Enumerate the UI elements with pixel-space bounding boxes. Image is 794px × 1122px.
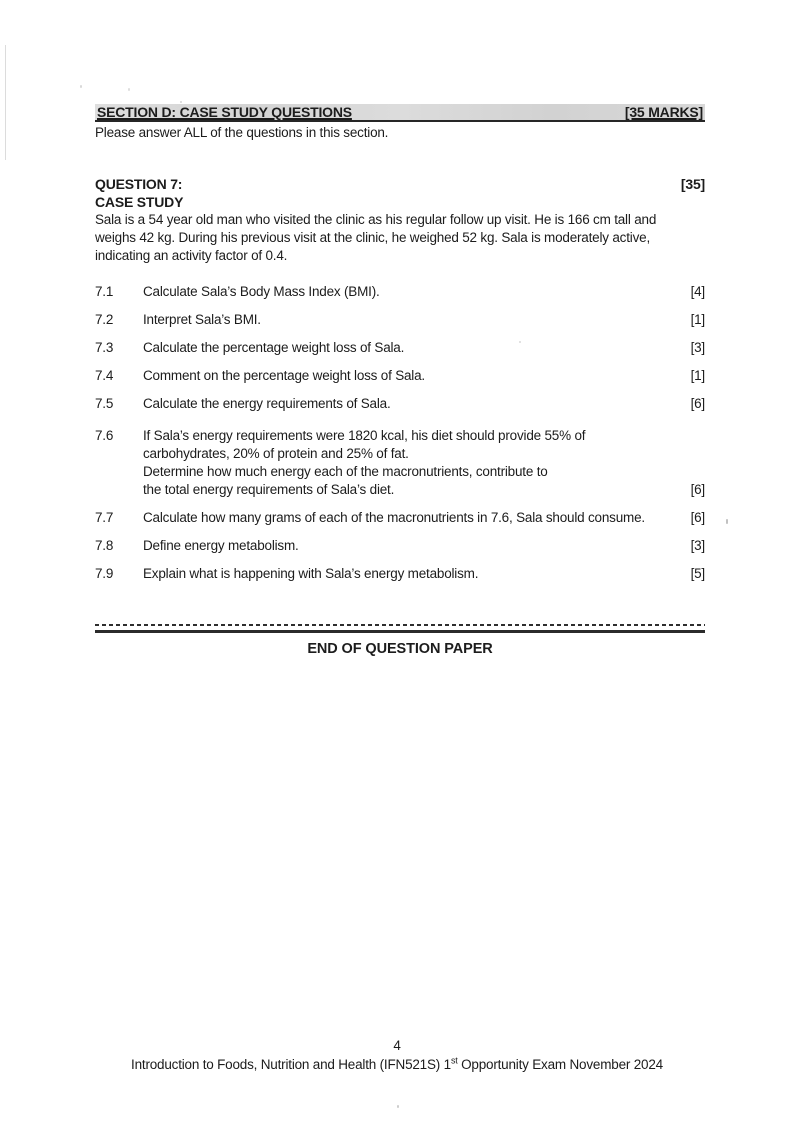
question-item-7-6: [95, 427, 705, 499]
question-text-line: the total energy requirements of Sala’s diet.: [143, 482, 395, 497]
section-instruction: Please answer ALL of the questions in this section.: [95, 125, 389, 140]
scan-artifact: [80, 85, 82, 88]
question-item-7-9: [95, 565, 705, 583]
question-number: 7.1: [95, 284, 114, 299]
question-text: Calculate the energy requirements of Sala.: [143, 396, 391, 411]
question-number: 7.7: [95, 510, 114, 525]
question-item-7-5: [95, 395, 705, 413]
question-heading: [95, 175, 705, 193]
question-marks: [3]: [690, 538, 705, 553]
section-marks: [35 MARKS]: [624, 104, 703, 120]
scan-artifact: [128, 88, 130, 91]
scan-artifact: [5, 45, 6, 160]
question-marks: [6]: [690, 482, 705, 497]
question-item-7-2: [95, 311, 705, 329]
footer-course-pre: Introduction to Foods, Nutrition and Health (IFN521S) 1: [131, 1057, 451, 1072]
case-study-heading: CASE STUDY: [95, 194, 184, 210]
footer-course-post: Opportunity Exam November 2024: [457, 1057, 663, 1072]
solid-divider: [95, 630, 705, 633]
footer-course-line: [0, 1055, 794, 1074]
question-text: Interpret Sala’s BMI.: [143, 312, 261, 327]
question-text: Define energy metabolism.: [143, 538, 299, 553]
question-marks: [3]: [690, 340, 705, 355]
scan-artifact: [726, 519, 728, 524]
question-item-7-4: [95, 367, 705, 385]
question-marks: [1]: [690, 368, 705, 383]
question-text: Calculate how many grams of each of the macronutrients in 7.6, Sala should consume.: [143, 510, 645, 525]
footer-course-superscript: st: [450, 1055, 458, 1066]
question-text-line: carbohydrates, 20% of protein and 25% of fat.: [143, 446, 409, 461]
question-item-7-1: [95, 283, 705, 301]
question-item-7-8: [95, 537, 705, 555]
question-marks: [6]: [690, 510, 705, 525]
case-study-paragraph: [95, 211, 705, 265]
question-number: 7.8: [95, 538, 114, 553]
section-header-bar: [95, 104, 705, 122]
scan-artifact: [397, 1105, 399, 1108]
question-number: 7.5: [95, 396, 114, 411]
page-content: [95, 104, 705, 658]
case-study-line: weighs 42 kg. During his previous visit at the clinic, he weighed 52 kg. Sala is moderately active,: [95, 230, 650, 245]
question-text-line: If Sala’s energy requirements were 1820 kcal, his diet should provide 55% of: [143, 428, 586, 443]
question-item-7-7: [95, 509, 705, 527]
question-marks: [6]: [690, 396, 705, 411]
question-label: QUESTION 7:: [95, 176, 183, 192]
question-number: 7.3: [95, 340, 114, 355]
question-marks: [4]: [690, 284, 705, 299]
question-text: Comment on the percentage weight loss of Sala.: [143, 368, 425, 383]
question-total-marks: [35]: [680, 176, 705, 192]
question-number: 7.4: [95, 368, 114, 383]
question-number: 7.6: [95, 428, 114, 443]
case-study-line: Sala is a 54 year old man who visited the clinic as his regular follow up visit. He is 166 cm tall and: [95, 212, 657, 227]
question-number: 7.9: [95, 566, 114, 581]
question-text: [143, 427, 671, 499]
question-marks: [1]: [690, 312, 705, 327]
question-list: [95, 283, 705, 583]
question-text: Calculate the percentage weight loss of Sala.: [143, 340, 405, 355]
end-of-paper-title: END OF QUESTION PAPER: [307, 640, 493, 657]
page-footer: [0, 1036, 794, 1074]
dashed-divider: [95, 624, 705, 626]
end-of-paper-block: [95, 624, 705, 658]
page-number: 4: [393, 1038, 401, 1053]
question-number: 7.2: [95, 312, 114, 327]
question-text: Calculate Sala’s Body Mass Index (BMI).: [143, 284, 380, 299]
question-marks: [5]: [690, 566, 705, 581]
section-title: SECTION D: CASE STUDY QUESTIONS: [97, 104, 352, 120]
question-text: Explain what is happening with Sala’s energy metabolism.: [143, 566, 479, 581]
question-item-7-3: [95, 339, 705, 357]
question-text-line: Determine how much energy each of the macronutrients, contribute to: [143, 464, 548, 479]
case-study-line: indicating an activity factor of 0.4.: [95, 248, 288, 263]
